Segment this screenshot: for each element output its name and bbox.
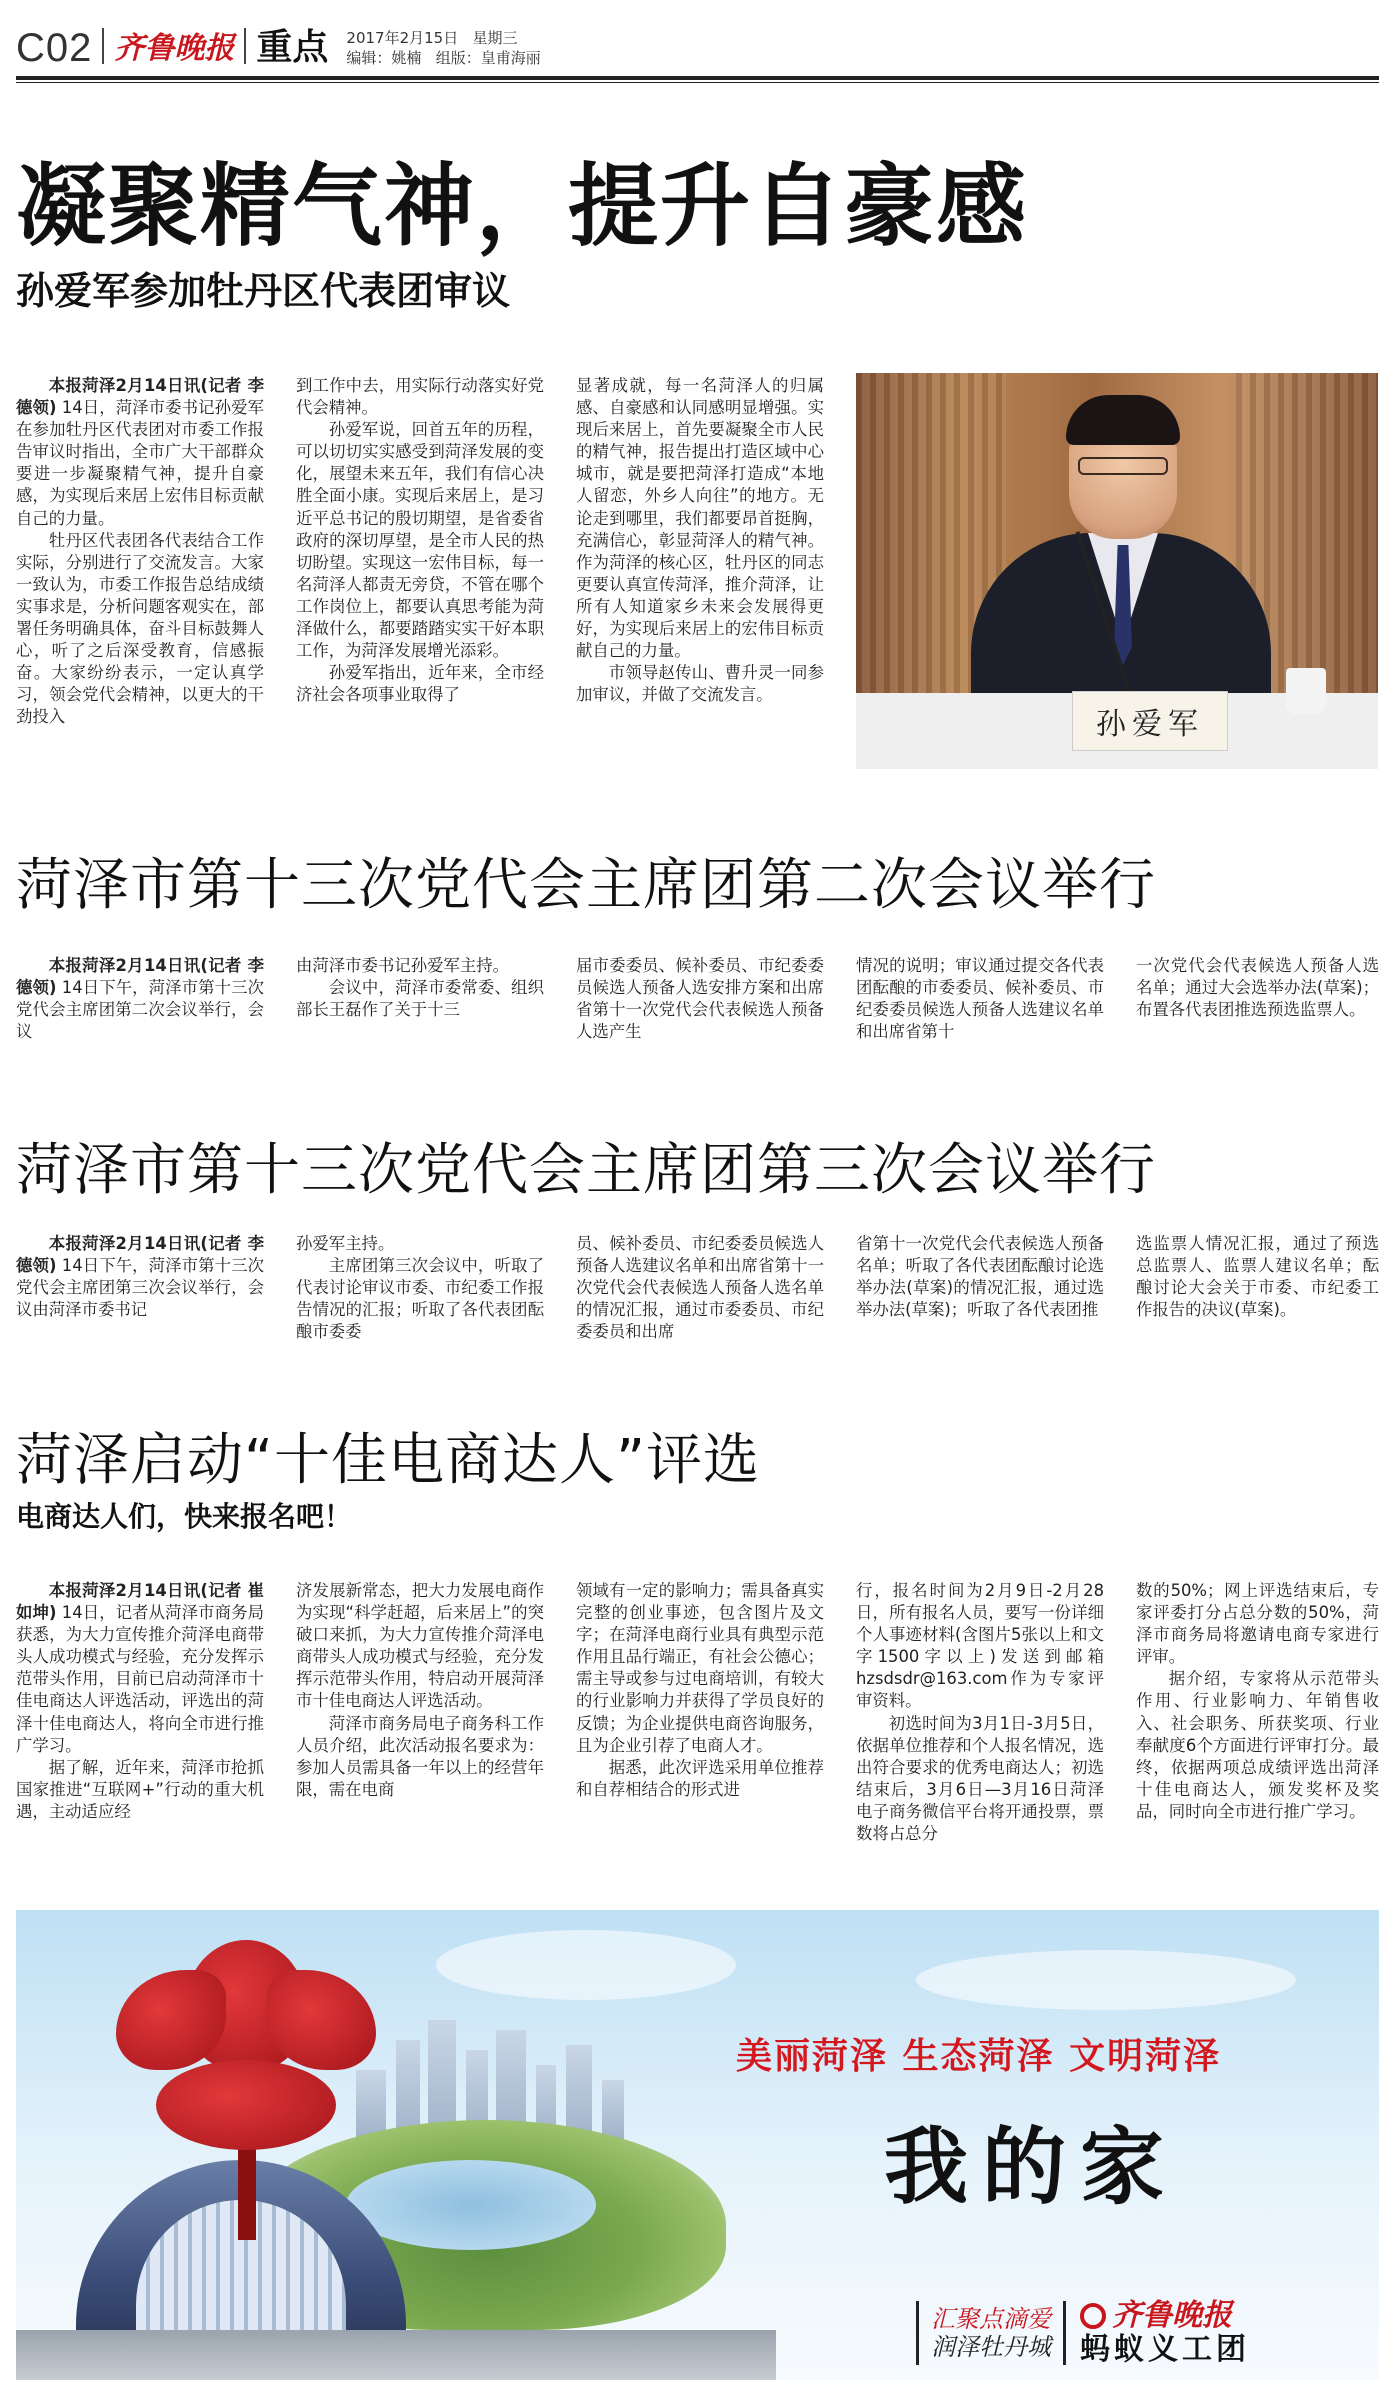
article4-subhead: 电商达人们，快来报名吧！ [16,1500,353,1533]
masthead-divider [102,28,104,64]
ad-logo-line2: 润泽牡丹城 [931,2333,1051,2361]
editor-credit: 编辑：姚楠 [346,49,422,67]
paper-logo-icon [1080,2303,1106,2329]
ad-building [602,2080,624,2140]
article1-column-2 [296,375,544,775]
article3-column-2 [296,1233,544,1353]
masthead [16,18,1379,68]
masthead-divider [244,28,246,64]
ad-logo-paper-name: 齐鲁晚报 [1112,2298,1232,2333]
ad-plaza [16,2330,776,2380]
article3-paragraph: 省第十一次党代会代表候选人预备名单；听取了各代表团酝酿讨论选举办法(草案)的情况汇报，通过选举办法(草案)；听取了各代表团推 [856,1234,1104,1320]
article3-paragraph: 14日下午，菏泽市第十三次党代会主席团第三次会议举行，会议由菏泽市委书记 [16,1256,264,1320]
ad-sculpture-petal [156,2060,336,2150]
article4-column-5 [1136,1580,1379,1890]
article2-paragraph: 一次党代会代表候选人预备人选名单；通过大会选举办法(草案)；布置各代表团推选预选监票人。 [1136,956,1379,1020]
article2-paragraph: 会议中，菏泽市委常委、组织部长王磊作了关于十三 [296,978,544,1020]
layout-credit: 组版：皇甫海丽 [435,49,541,67]
article1-paragraph: 显著成就，每一名菏泽人的归属感、自豪感和认同感明显增强。实现后来居上，首先要凝聚全市人民的精气神，报告提出打造区域中心城市，就是要把菏泽打造成“本地人留恋，外乡人向往”的地方。无论走到哪里，我们都要昂首挺胸，充满信心，彰显菏泽人的精气神。作为菏泽的核心区，牡丹区的同志更要认真宣传菏泽，推介菏泽，让所有人知道家乡未来会发展得更好，为实现后来居上的宏伟目标贡献自己的力量。 [576,376,824,661]
article4-column-2 [296,1580,544,1890]
article3-paragraph: 主席团第三次会议中，听取了代表讨论审议市委、市纪委工作报告情况的汇报；听取了各代表团酝酿市委委 [296,1256,544,1342]
masthead-meta [346,28,540,68]
article4-paragraph: 据介绍，专家将从示范带头作用、行业影响力、年销售收入、社会职务、所获奖项、行业奉献度6个方面进行评审打分。最终，依据两项总成绩评选出菏泽十佳电商达人，颁发奖杯及奖品，同时向全市进行推广学习。 [1136,1669,1379,1821]
article2-column-4 [856,955,1104,1055]
article1-paragraph: 到工作中去，用实际行动落实好党代会精神。 [296,376,544,418]
photo-cup [1286,668,1326,714]
article3-paragraph: 员、候补委员、市纪委委员候选人预备人选建议名单和出席省第十一次党代会代表候选人预备人选名单的情况汇报，通过市委委员、市纪委委员和出席 [576,1234,824,1342]
article1-photo [856,373,1378,769]
article3-column-1 [16,1233,264,1353]
article2-column-1 [16,955,264,1055]
article3-paragraph: 孙爱军主持。 [296,1234,395,1253]
ad-lake [346,2160,596,2250]
article3-paragraph: 选监票人情况汇报，通过了预选总监票人、监票人建议名单；酝酿讨论大会关于市委、市纪委工作报告的决议(草案)。 [1136,1234,1379,1320]
ad-cloud [916,1950,1296,2010]
paper-name-logo: 齐鲁晚报 [114,31,235,66]
advertisement-banner [16,1910,1379,2380]
article1-dateline: 本报菏泽2月14日讯(记者 李德领) [16,376,264,418]
article2-column-2 [296,955,544,1055]
article4-paragraph: 14日，记者从菏泽市商务局获悉，为大力宣传推介菏泽电商带头人成功模式与经验，充分发挥示范带头作用，目前已启动菏泽市十佳电商达人评选活动，评选出的菏泽十佳电商达人，将向全市进行推广学习。 [16,1603,264,1755]
article2-headline: 菏泽市第十三次党代会主席团第二次会议举行 [16,853,1156,918]
article3-column-5 [1136,1233,1379,1353]
article2-column-5 [1136,955,1379,1055]
article4-column-4 [856,1580,1104,1890]
page-number: C02 [16,26,93,70]
issue-weekday: 星期三 [472,29,518,47]
article1-paragraph: 孙爱军指出，近年来，全市经济社会各项事业取得了 [296,663,544,705]
masthead-rule-thin [16,82,1379,83]
article3-headline: 菏泽市第十三次党代会主席团第三次会议举行 [16,1138,1156,1203]
article1-column-3 [576,375,824,775]
article4-paragraph: 据了解，近年来，菏泽市抢抓国家推进“互联网+”行动的重大机遇，主动适应经 [16,1757,264,1821]
ad-logo-team: 蚂蚁义工团 [1080,2332,1250,2367]
article4-paragraph: 初选时间为3月1日-3月5日，依据单位推荐和个人报名情况，选出符合要求的优秀电商达人；初选结束后，3月6日—3月16日菏泽电子商务微信平台将开通投票，票数将占总分 [856,1713,1104,1844]
article4-column-3 [576,1580,824,1890]
article4-paragraph: 数的50%；网上评选结束后，专家评委打分占总分数的50%，菏泽市商务局将邀请电商专家进行评审。 [1136,1581,1379,1667]
article1-headline: 凝聚精气神，提升自豪感 [16,154,1028,259]
article2-paragraph: 14日下午，菏泽市第十三次党代会主席团第二次会议举行，会议 [16,978,264,1042]
photo-nameplate: 孙爱军 [1072,691,1228,751]
article3-dateline: 本报菏泽2月14日讯(记者 李德领) [16,1234,264,1276]
article3-column-3 [576,1233,824,1353]
section-title: 重点 [256,27,329,68]
ad-title: 我的家 [884,2117,1179,2216]
article1-paragraph: 市领导赵传山、曹升灵一同参加审议，并做了交流发言。 [576,663,824,705]
article2-paragraph: 届市委委员、候补委员、市纪委委员候选人预备人选安排方案和出席省第十一次党代会代表候选人预备人选产生 [576,956,824,1042]
article2-paragraph: 情况的说明；审议通过提交各代表团酝酿的市委委员、候补委员、市纪委委员候选人预备人选建议名单和出席省第十 [856,956,1104,1042]
article1-subhead: 孙爱军参加牡丹区代表团审议 [16,269,511,313]
article4-headline: 菏泽启动“十佳电商达人”评选 [16,1428,761,1493]
ad-logos [916,2296,1250,2370]
masthead-rule [16,76,1379,80]
ad-logo-line1: 汇聚点滴爱 [931,2305,1051,2333]
photo-hair [1066,395,1180,445]
ad-cloud [436,1930,736,2000]
article1-column-1 [16,375,264,775]
article4-paragraph: 领域有一定的影响力；需具备真实完整的创业事迹，包含图片及文字；在菏泽电商行业具有典型示范作用且品行端正，有社会公德心；需主导或参与过电商培训，有较大的行业影响力并获得了学员良好的反馈；为企业提供电商咨询服务，且为企业引荐了电商人才。 [576,1581,824,1755]
article2-paragraph: 由菏泽市委书记孙爱军主持。 [296,956,510,975]
article4-paragraph: 菏泽市商务局电子商务科工作人员介绍，此次活动报名要求为：参加人员需具备一年以上的经营年限，需在电商 [296,1713,544,1799]
article4-paragraph: 济发展新常态，把大力发展电商作为实现“科学赶超，后来居上”的突破口来抓，为大力宣传推介菏泽电商带头人成功模式与经验，充分发挥示范带头作用，特启动开展菏泽市十佳电商达人评选活动。 [296,1581,544,1711]
article1-paragraph: 14日，菏泽市委书记孙爱军在参加牡丹区代表团对市委工作报告审议时指出，全市广大干部群众要进一步凝聚精气神，提升自豪感，为实现后来居上宏伟目标贡献自己的力量。 [16,398,264,528]
article1-paragraph: 牡丹区代表团各代表结合工作实际，分别进行了交流发言。大家一致认为，市委工作报告总结成绩实事求是，分析问题客观实在，部署任务明确具体，奋斗目标鼓舞人心，听了之后深受教育，信感振奋。大家纷纷表示，一定认真学习，领会党代会精神，以更大的干劲投入 [16,530,264,727]
issue-date: 2017年2月15日 [346,29,459,47]
photo-glasses [1078,457,1168,475]
ad-slogan: 美丽菏泽 生态菏泽 文明菏泽 [736,2036,1222,2077]
article2-dateline: 本报菏泽2月14日讯(记者 李德领) [16,956,264,998]
article3-column-4 [856,1233,1104,1353]
article4-dateline: 本报菏泽2月14日讯(记者 崔如坤) [16,1581,264,1623]
ad-logo-volunteer [916,2301,1066,2365]
article4-paragraph: 据悉，此次评选采用单位推荐和自荐相结合的形式进 [576,1757,824,1799]
article4-paragraph: 行，报名时间为2月9日-2月28日，所有报名人员，要写一份详细个人事迹材料(含图片5张以上和文字1500字以上)发送到邮箱hzsdsdr@163.com作为专家评审资料。 [856,1581,1104,1711]
article2-column-3 [576,955,824,1055]
article4-column-1 [16,1580,264,1890]
article1-paragraph: 孙爱军说，回首五年的历程，可以切切实实感受到菏泽发展的变化，展望未来五年，我们有信心决胜全面小康。实现后来居上，是习近平总书记的殷切期望，是省委省政府的深切厚望，是全市人民的热切盼望。实现这一宏伟目标，每一名菏泽人都责无旁贷，不管在哪个工作岗位上，都要认真思考能为菏泽做什么，都要踏踏实实干好本职工作，为菏泽发展增光添彩。 [296,420,544,661]
ad-logo-paper [1080,2299,1250,2367]
